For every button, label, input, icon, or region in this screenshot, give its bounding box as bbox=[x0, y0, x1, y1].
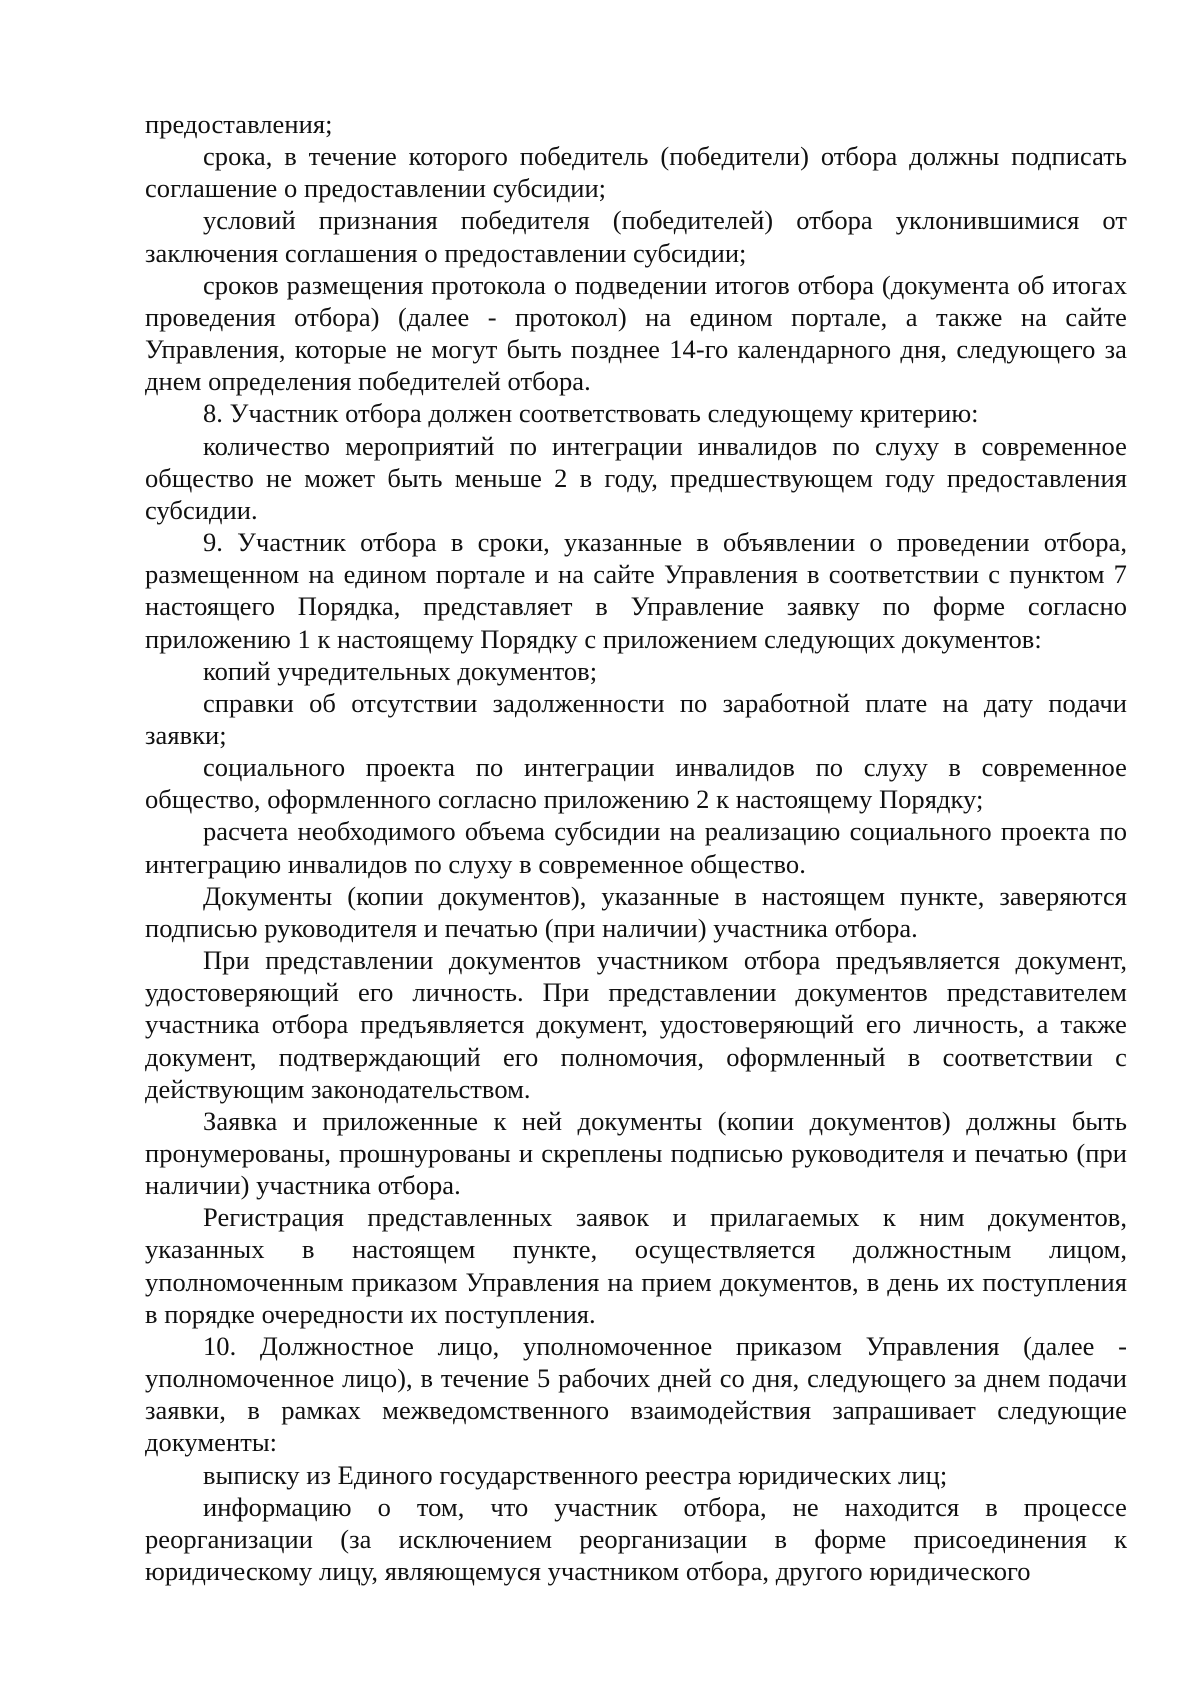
paragraph-continuation: предоставления; bbox=[145, 109, 333, 139]
list-item-debt-certificate: справки об отсутствии задолженности по заработной плате на дату подачи заявки; bbox=[145, 687, 1127, 750]
document-body bbox=[145, 108, 1127, 1587]
paragraph-item-10: 10. Должностное лицо, уполномоченное приказом Управления (далее - уполномоченное лицо), в течение 5 рабочих дней со дня, следующего за днем подачи заявки, в рамках межведомственного взаимодействия запрашивает следующие документы: bbox=[145, 1330, 1127, 1458]
list-item-reorganization-info: информацию о том, что участник отбора, не находится в процессе реорганизации (за исключением реорганизации в форме присоединения к юридическому лицу, являющемуся участником отбора, другого юридического bbox=[145, 1491, 1127, 1587]
list-item-social-project: социального проекта по интеграции инвалидов по слуху в современное общество, оформленного согласно приложению 2 к настоящему Порядку; bbox=[145, 752, 1127, 815]
paragraph-certification: Документы (копии документов), указанные в настоящем пункте, заверяются подписью руководителя и печатью (при наличии) участника отбора. bbox=[145, 880, 1127, 943]
paragraph-registration: Регистрация представленных заявок и прилагаемых к ним документов, указанных в настоящем пункте, осуществляется должностным лицом, уполномоченным приказом Управления на прием документов, в день их поступления в порядке очередности их поступления. bbox=[145, 1202, 1127, 1329]
list-item-egrul-extract: выписку из Единого государственного реестра юридических лиц; bbox=[203, 1459, 948, 1490]
paragraph-item-8: 8. Участник отбора должен соответствовать следующему критерию: bbox=[203, 398, 979, 429]
paragraph-identity: При представлении документов участником отбора предъявляется документ, удостоверяющий его личность. При представлении документов представителем участника отбора предъявляется документ, удостоверяющий его личность, а также документ, подтверждающий его полномочия, оформленный в соответствии с действующим законодательством. bbox=[145, 945, 1127, 1104]
paragraph-criterion: количество мероприятий по интеграции инвалидов по слуху в современное общество не может быть меньше 2 в году, предшествующем году предоставления субсидии. bbox=[145, 430, 1127, 525]
list-item-founding-documents: копий учредительных документов; bbox=[203, 655, 598, 686]
paragraph-item-9: 9. Участник отбора в сроки, указанные в объявлении о проведении отбора, размещенном на едином портале и на сайте Управления в соответствии с пунктом 7 настоящего Порядка, представляет в Управление заявку по форме согласно приложению 1 к настоящему Порядку с приложением следующих документов: bbox=[145, 527, 1127, 654]
list-item-subsidy-calculation: расчета необходимого объема субсидии на реализацию социального проекта по интеграцию инвалидов по слуху в современное общество. bbox=[145, 816, 1127, 879]
paragraph-numbering: Заявка и приложенные к ней документы (копии документов) должны быть пронумерованы, прошнурованы и скреплены подписью руководителя и печатью (при наличии) участника отбора. bbox=[145, 1105, 1127, 1201]
paragraph-protocol-deadlines: сроков размещения протокола о подведении итогов отбора (документа об итогах проведения отбора) (далее - протокол) на едином портале, а также на сайте Управления, которые не могут быть позднее 14-го календарного дня, следующего за днем определения победителей отбора. bbox=[145, 269, 1127, 397]
paragraph-evasion-conditions: условий признания победителя (победителей) отбора уклонившимися от заключения соглашения о предоставлении субсидии; bbox=[145, 205, 1127, 268]
paragraph-signing-deadline: срока, в течение которого победитель (победители) отбора должны подписать соглашение о предоставлении субсидии; bbox=[145, 141, 1127, 204]
